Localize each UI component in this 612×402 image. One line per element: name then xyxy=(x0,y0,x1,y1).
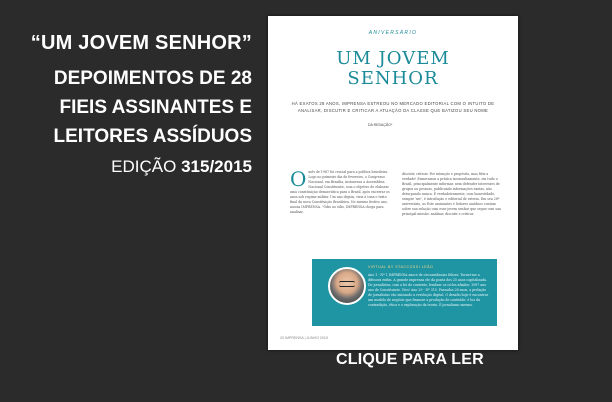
magazine-subtitle: HÁ EXATOS 28 ANOS, IMPRENSA ESTREOU NO MERCADO EDITORIAL COM O INTUITO DE ANALISAR, DISCUTIR E CRITICAR A ATUAÇÃO DA CLASSE QUE BATIZOU SEU NOME xyxy=(291,101,495,113)
magazine-footer: 20 IMPRENSA | JUNHO 2015 xyxy=(280,336,328,340)
headline: “UM JOVEM SENHOR” xyxy=(30,32,252,54)
depoimentos-line-1: DEPOIMENTOS DE 28 xyxy=(53,68,252,89)
magazine-title-line2: SENHOR xyxy=(347,68,439,89)
quote-box-text: Ano 1 - Nº 1 IMPRENSA nasce de circunstâncias felizes. Tornei-me a difusora enfim. A grande imprensa ele da ponta dos 25 anos capitalizada. De jornalistas, com a lei do contexto, lembrar os ciclos afiados: 1987 ano ano de Constituinte. Vivo! Ano 29 - Nº 315. Passados 28 anos, a prelação de jornalistas vão iniciando a revolução digital. O desafio hoje é encontrar um modelo de negócio que financie a produção de conteúdo: é luz da contradição, ética e o exploração da teoria. É jornalismo mesmo. xyxy=(368,273,489,307)
edition-label xyxy=(111,157,252,177)
edition-number: 315/2015 xyxy=(181,157,252,176)
magazine-title-line1: UM JOVEM xyxy=(336,48,450,69)
magazine-byline: DA REDAÇÃO* xyxy=(368,123,393,127)
depoimentos-line-2: FIEIS ASSINANTES E xyxy=(59,97,252,118)
magazine-page-preview[interactable] xyxy=(268,16,518,350)
magazine-section: ANIVERSÁRIO xyxy=(368,30,418,36)
quote-box xyxy=(312,259,497,326)
depoimentos-line-3: LEITORES ASSÍDUOS xyxy=(53,126,252,147)
article-text-left: mês de 1987 foi crucial para a política brasileira. Logo no primeiro dia de fevereiro, o Congresso Nacional, em Brasília, instaurava a Assembleia Nacional Constituinte, com o objetivo de elaborar uma constituição democrática para o Brasil, após encerrar os anos sob regime militar. Um ano depois, viria à tona o texto final da nova Constituição Brasileira. No mesmo festivo ano, nascia IMPRENSA. "Ódio ao ódio, IMPRENSA chega para analisar, xyxy=(290,170,390,214)
glasses-shape xyxy=(339,281,355,287)
person-photo xyxy=(328,267,366,305)
read-link[interactable]: CLIQUE PARA LER xyxy=(336,351,484,368)
article-column-left xyxy=(290,167,390,215)
quote-box-title: VIRTUAL BY STACCOSSI LEÃO xyxy=(368,265,434,269)
dropcap: O xyxy=(290,167,307,191)
edition-text: EDIÇÃO xyxy=(111,157,177,176)
article-column-right: discutir, criticar. Por intenção e propósito, mas fiéis a verdade! Esmeramos a prática inconsultamente, em tudo o Brasil, principalmente informar, nem defender interesses de grupos ou pessoas, publicando informações exatas, não deturpando nunca. É verdadeiramente, com honestidade, sempre 'ser', é introdução e editorial de estreia. Em seu 28º aniversário, as Este assinantes e leitores assíduos contam sobre sua relação com esse jovem senhor que segue com sua principal missão: analisar, discutir e criticar. xyxy=(402,172,501,216)
